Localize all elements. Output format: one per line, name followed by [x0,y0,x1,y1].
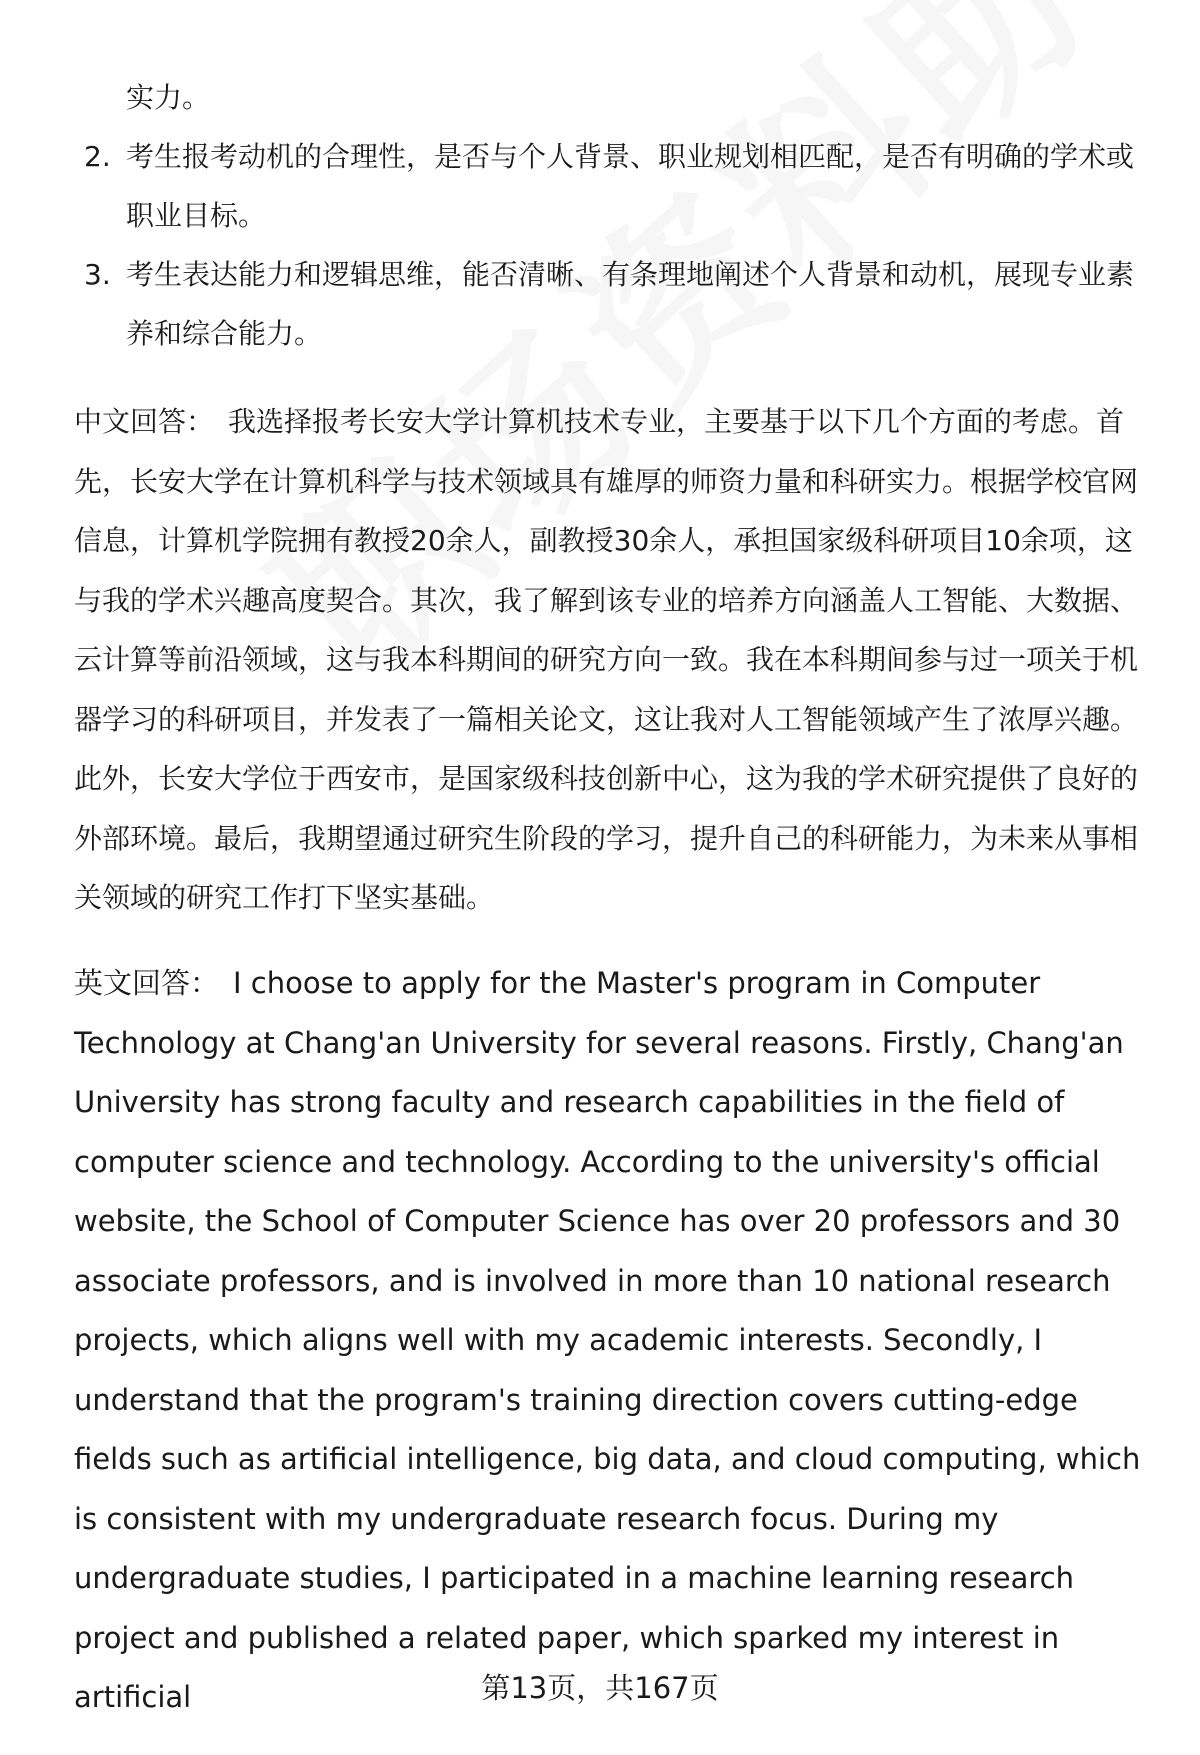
english-answer-label: 英文回答： [74,966,220,1000]
list-item-number: 2. [84,140,111,173]
chinese-answer-label: 中文回答： [74,405,215,438]
evaluation-criteria-list [70,68,1150,363]
criteria-continuation: 实力。 [126,81,211,114]
list-item [70,127,1150,245]
english-answer-paragraph [74,954,1154,1728]
list-item [70,245,1150,363]
list-item-text: 考生报考动机的合理性，是否与个人背景、职业规划相匹配，是否有明确的学术或职业目标。 [126,140,1135,232]
chinese-answer-paragraph [74,392,1154,928]
page-number: 第13页，共167页 [481,1671,719,1705]
chinese-answer-text: 我选择报考长安大学计算机技术专业，主要基于以下几个方面的考虑。首先，长安大学在计算机科学与技术领域具有雄厚的师资力量和科研实力。根据学校官网信息，计算机学院拥有教授20余人，副教授30余人，承担国家级科研项目10余项，这与我的学术兴趣高度契合。其次，我了解到该专业的培养方向涵盖人工智能、大数据、云计算等前沿领域，这与我本科期间的研究方向一致。我在本科期间参与过一项关于机器学习的科研项目，并发表了一篇相关论文，这让我对人工智能领域产生了浓厚兴趣。此外，长安大学位于西安市，是国家级科技创新中心，这为我的学术研究提供了良好的外部环境。最后，我期望通过研究生阶段的学习，提升自己的科研能力，为未来从事相关领域的研究工作打下坚实基础。 [74,405,1139,914]
english-answer-text: I choose to apply for the Master's program in Computer Technology at Chang'an University for several reasons. Firstly, Chang'an University has strong faculty and research capabilities in the field of computer science and technology. According to the university's official website, the School of Computer Science has over 20 professors and 30 associate professors, and is involved in more than 10 national research projects, which aligns well with my academic interests. Secondly, I understand that the program's training direction covers cutting-edge fields such as artificial intelligence, big data, and cloud computing, which is consistent with my undergraduate research focus. During my undergraduate studies, I participated in a machine learning research project and published a related paper, which sparked my interest in artificial [74,966,1141,1714]
list-item-text: 考生表达能力和逻辑思维，能否清晰、有条理地阐述个人背景和动机，展现专业素养和综合能力。 [126,258,1135,350]
list-item-number: 3. [84,258,111,291]
